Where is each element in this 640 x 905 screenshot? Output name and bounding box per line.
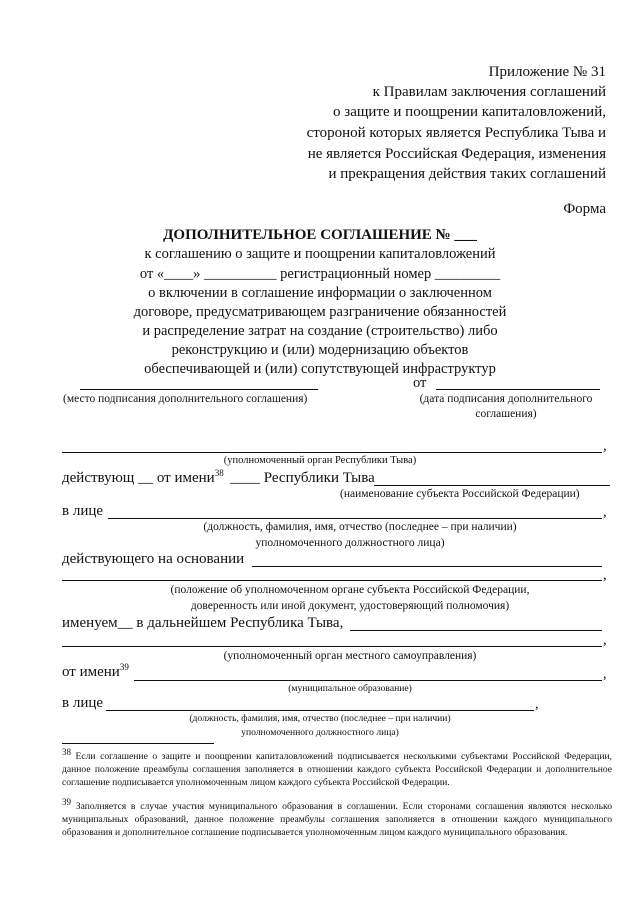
- person-caption-2: уполномоченного должностного лица): [255, 537, 445, 549]
- document-title: ДОПОЛНИТЕЛЬНОЕ СОГЛАШЕНИЕ № ___: [163, 227, 477, 243]
- appendix-number: Приложение № 31: [488, 64, 606, 80]
- place-caption: (место подписания дополнительного соглашения): [63, 393, 308, 405]
- footnote-38-text: Если соглашение о защите и поощрении капиталовложений подписывается несколькими субъектами Российской Федерации, данное положение преамбулы соглашения заполняется в отношении каждого субъекта Российской Федерации и дополнительное соглашение подписывается уполномоченным лицом каждого субъекта Российской Федерации.: [62, 751, 612, 788]
- authority-caption: (уполномоченный орган Республики Тыва): [223, 455, 417, 466]
- person2-field-line[interactable]: [106, 710, 534, 711]
- header-line-5: не является Российская Федерация, изменения: [307, 146, 606, 162]
- date-caption-2: соглашения): [475, 408, 537, 420]
- on-behalf-label: от имени$^{39}$: [62, 662, 129, 680]
- basis-field-line[interactable]: [252, 566, 602, 567]
- title-line-2: от «____» __________ регистрационный номер _________: [139, 266, 501, 282]
- person-caption-1: (должность, фамилия, имя, отчество (последнее – при наличии): [203, 521, 517, 533]
- footnote-separator: [62, 743, 214, 744]
- comma: ,: [603, 438, 607, 454]
- municipal-field-line[interactable]: [134, 680, 602, 681]
- municipal-caption: (муниципальное образование): [288, 683, 412, 694]
- title-line-7: обеспечивающей и (или) сопутствующей инфраструктур: [144, 361, 496, 377]
- subject-caption: (наименование субъекта Российской Федерации): [340, 488, 580, 500]
- local-authority-caption: (уполномоченный орган местного самоуправления): [223, 650, 477, 662]
- in-person-label-2: в лице: [62, 695, 104, 711]
- header-line-6: и прекращения действия таких соглашений: [328, 166, 606, 182]
- acting-basis-label: действующего на основании: [62, 551, 245, 567]
- footnote-38-ref[interactable]: 38: [214, 468, 224, 478]
- comma: ,: [603, 666, 607, 682]
- footnote-39: [62, 796, 612, 839]
- date-field-line[interactable]: [436, 389, 600, 390]
- footnote-39-ref[interactable]: 39: [119, 662, 129, 672]
- authority-field-line[interactable]: [62, 452, 602, 453]
- title-line-6: реконструкцию и (или) модернизацию объектов: [171, 342, 469, 358]
- in-person-label: в лице: [62, 503, 104, 519]
- comma: ,: [603, 632, 607, 648]
- subject-field-line[interactable]: [374, 485, 610, 486]
- named-field-line[interactable]: [350, 630, 602, 631]
- person-field-line[interactable]: [108, 518, 602, 519]
- named-label: именуем__ в дальнейшем Республика Тыва,: [62, 615, 344, 631]
- title-line-4: договоре, предусматривающем разграничение обязанностей: [133, 304, 507, 320]
- comma: ,: [603, 567, 607, 583]
- acting-prefix: действующ __ от имени$^{38}$: [62, 468, 224, 486]
- footnote-38-mark: 38: [62, 746, 71, 757]
- form-label: Форма: [563, 201, 606, 217]
- title-line-3: о включении в соглашение информации о заключенном: [148, 285, 492, 301]
- place-field-line[interactable]: [80, 389, 318, 390]
- title-line-1: к соглашению о защите и поощрении капиталовложений: [144, 246, 496, 262]
- date-ot-label: от: [413, 375, 427, 391]
- local-authority-field-line[interactable]: [62, 646, 602, 647]
- basis-field-line-2[interactable]: [62, 580, 602, 581]
- header-line-2: к Правилам заключения соглашений: [372, 84, 606, 100]
- person2-caption-2: уполномоченного должностного лица): [241, 727, 399, 738]
- person2-caption-1: (должность, фамилия, имя, отчество (последнее – при наличии): [189, 713, 451, 724]
- footnote-39-text: Заполняется в случае участия муниципального образования в соглашении. Если сторонами соглашения являются несколько муниципальных образований, данное положение преамбулы соглашения заполняется в отношении каждого муниципального образования и дополнительное соглашение подписывается уполномоченным лицом каждого муниципального образования.: [62, 801, 612, 838]
- footnote-39-mark: 39: [62, 796, 71, 807]
- basis-caption-1: (положение об уполномоченном органе субъекта Российской Федерации,: [170, 584, 530, 596]
- comma: ,: [535, 696, 539, 712]
- basis-caption-2: доверенность или иной документ, удостоверяющий полномочия): [190, 600, 510, 612]
- header-line-3: о защите и поощрении капиталовложений,: [333, 104, 606, 120]
- republic-name: ____ Республики Тыва: [230, 470, 375, 486]
- footnote-38: [62, 746, 612, 789]
- date-caption-1: (дата подписания дополнительного: [419, 393, 593, 405]
- title-line-5: и распределение затрат на создание (строительство) либо: [142, 323, 498, 339]
- header-line-4: стороной которых является Республика Тыва и: [306, 125, 606, 141]
- comma: ,: [603, 504, 607, 520]
